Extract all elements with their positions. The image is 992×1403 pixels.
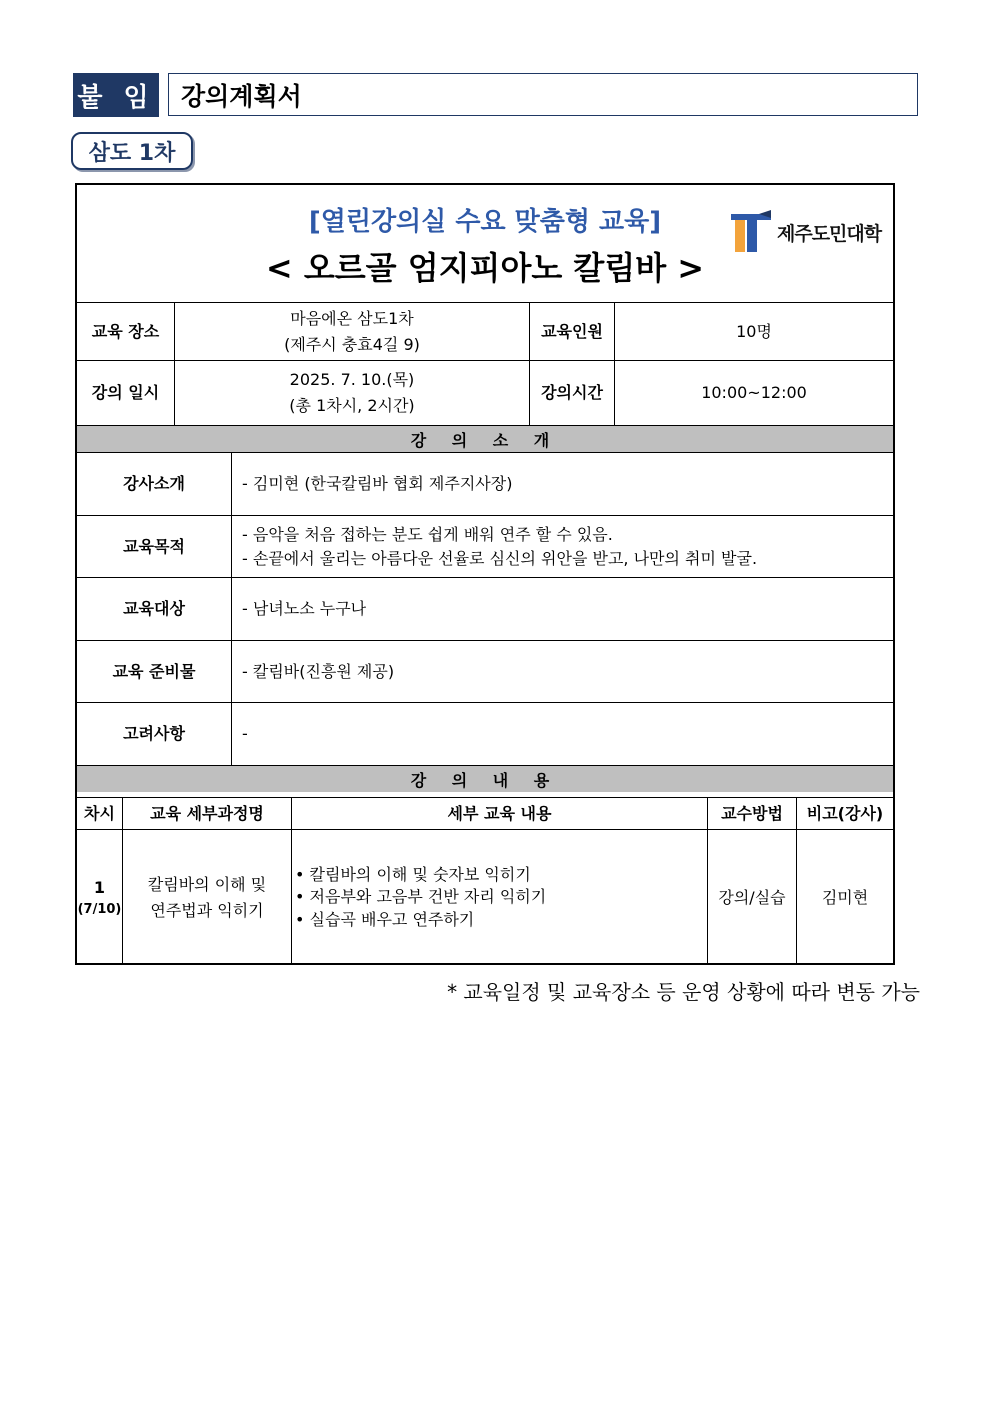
purpose-line2: - 손끝에서 울리는 아름다운 선율로 심신의 위안을 받고, 나만의 취미 발굴. [242, 548, 758, 568]
header-instructor: 비고(강사) [806, 803, 884, 823]
header-method: 교수방법 [721, 803, 783, 823]
purpose-line1: - 음악을 처음 접하는 분도 쉽게 배워 연주 할 수 있음. [242, 524, 613, 544]
instructor-intro-value: - 김미현 (한국칼림바 협회 제주지사장) [242, 474, 513, 494]
target-label: 교육대상 [123, 599, 185, 619]
course-line1: 칼림바의 이해 및 [147, 874, 267, 894]
schedule-note: * 교육일정 및 교육장소 등 운영 상황에 따라 변동 가능 [447, 980, 920, 1004]
instructor-cell: 김미현 [821, 887, 869, 907]
lecture-plan-table [75, 183, 895, 965]
considerations-value: - [242, 724, 248, 744]
time-value: 10:00~12:00 [701, 383, 807, 403]
place-line2: (제주시 충효4길 9) [284, 334, 420, 354]
session-badge: 삼도 1차 [71, 132, 193, 170]
university-logo [729, 209, 889, 255]
capacity-value: 10명 [736, 321, 772, 341]
session-number: 1 [93, 877, 106, 897]
time-label: 강의시간 [541, 383, 603, 403]
course-line2: 연주법과 익히기 [150, 900, 264, 920]
document-title [168, 73, 918, 116]
details-item-2: • 저음부와 고음부 건반 자리 익히기 [295, 886, 546, 908]
course-cell [123, 830, 291, 965]
details-list [295, 864, 546, 931]
date-line2: (총 1차시, 2시간) [289, 396, 415, 415]
session-date: (7/10) [77, 901, 122, 917]
supplies-value: - 칼림바(진흥원 제공) [242, 661, 395, 681]
supplies-label: 교육 준비물 [112, 661, 196, 681]
attachment-tag: 붙 임 [73, 73, 159, 117]
intro-section-title: 강 의 소 개 [77, 426, 893, 452]
banner-title: < 오르골 엄지피아노 칼림바 > [265, 249, 705, 287]
details-item-3: • 실습곡 배우고 연주하기 [295, 909, 546, 931]
header-course: 교육 세부과정명 [150, 803, 264, 823]
logo-text: 제주도민대학 [777, 222, 882, 245]
place-line1: 마음에온 삼도1차 [290, 308, 414, 328]
date-label: 강의 일시 [91, 383, 160, 403]
date-value [175, 361, 529, 425]
logo-icon [729, 210, 773, 254]
banner-subtitle: [열린강의실 수요 맞춤형 교육] [308, 207, 662, 237]
details-cell [295, 830, 705, 965]
method-cell: 강의/실습 [718, 887, 786, 907]
place-value [175, 303, 529, 360]
details-item-1: • 칼림바의 이해 및 숫자보 익히기 [295, 864, 546, 886]
considerations-label: 고려사항 [123, 724, 185, 744]
content-section-title: 강 의 내 용 [77, 766, 893, 792]
place-label: 교육 장소 [91, 321, 160, 341]
session-cell [77, 830, 122, 965]
header-session: 차시 [84, 803, 115, 823]
date-line1: 2025. 7. 10.(목) [289, 370, 415, 390]
instructor-intro-label: 강사소개 [123, 474, 185, 494]
capacity-label: 교육인원 [541, 321, 603, 341]
purpose-value [232, 516, 893, 577]
target-value: - 남녀노소 누구나 [242, 599, 367, 619]
purpose-label: 교육목적 [123, 536, 185, 556]
document-title-text: 강의계획서 [181, 81, 302, 111]
header-details: 세부 교육 내용 [447, 803, 552, 823]
